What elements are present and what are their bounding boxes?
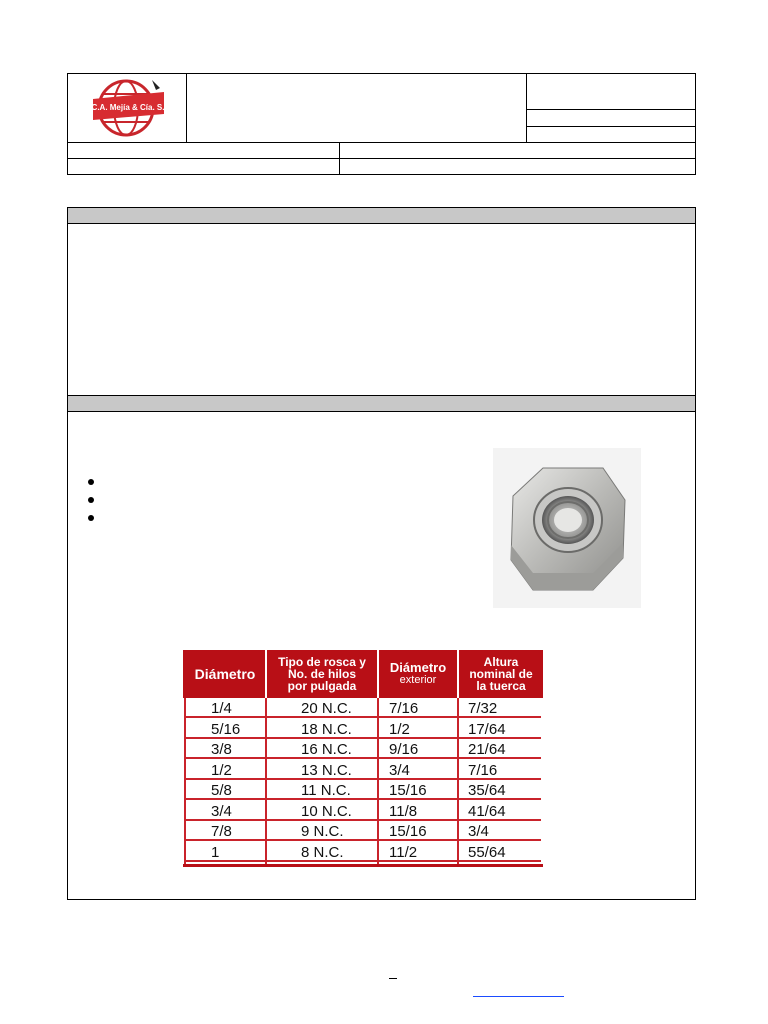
col-header-diameter: Diámetro	[194, 666, 256, 682]
table-cell: 18 N.C.	[301, 720, 352, 738]
table-cell: 1/2	[211, 761, 232, 779]
company-logo	[68, 74, 186, 142]
hex-nut-photo	[493, 448, 641, 608]
table-cell: 3/4	[389, 761, 410, 779]
table-cell: 15/16	[389, 782, 427, 799]
table-cell: 55/64	[468, 843, 506, 861]
table-row	[183, 719, 543, 739]
table-cell: 15/16	[389, 823, 427, 840]
section-description	[67, 207, 696, 397]
table-cell: 1	[211, 843, 220, 861]
table-cell: 9 N.C.	[301, 823, 344, 840]
table-cell: 1/4	[211, 700, 232, 717]
table-cell: 9/16	[389, 741, 419, 758]
table-cell: 11 N.C.	[301, 782, 351, 799]
footer-dash	[389, 978, 397, 979]
table-cell: 8 N.C.	[301, 843, 344, 861]
table-cell: 35/64	[468, 782, 506, 799]
table-row	[183, 821, 543, 841]
header-subrow-2	[67, 158, 696, 175]
footer-link-underline[interactable]	[473, 996, 564, 997]
table-row	[183, 801, 543, 821]
table-header	[183, 650, 543, 698]
section-specifications-bar	[68, 396, 695, 412]
table-cell: 13 N.C.	[301, 761, 352, 779]
table-cell: 3/8	[211, 741, 232, 758]
table-cell: 3/4	[211, 802, 232, 820]
table-cell: 5/8	[211, 782, 232, 799]
header-meta-cell	[526, 73, 696, 143]
dimensions-table	[183, 650, 543, 867]
table-cell: 1/2	[389, 720, 410, 738]
col-header-nut-height: Altura nominal de la tuerca	[469, 655, 533, 693]
table-cell: 21/64	[468, 741, 506, 758]
header-subrow-1	[67, 142, 696, 159]
col-header-outer-diameter: Diámetro exterior	[389, 660, 447, 686]
header-logo-cell	[67, 73, 187, 143]
table-cell: 7/32	[468, 700, 498, 717]
logo-text: C.A. Mejía & Cía. S.	[91, 103, 165, 112]
table-cell: 7/16	[389, 700, 419, 717]
col-header-thread: Tipo de rosca y No. de hilos por pulgada	[278, 655, 366, 693]
table-cell: 5/16	[211, 720, 241, 738]
table-row	[183, 842, 543, 862]
table-cell: 20 N.C.	[301, 700, 352, 717]
table-cell: 10 N.C.	[301, 802, 352, 820]
table-cell: 3/4	[468, 823, 489, 840]
table-cell: 7/16	[468, 761, 498, 779]
table-cell: 11/8	[389, 802, 418, 820]
table-row	[183, 760, 543, 780]
table-row	[183, 780, 543, 800]
table-cell: 41/64	[468, 802, 506, 820]
table-row	[183, 739, 543, 759]
section-description-bar	[68, 208, 695, 224]
table-cell: 16 N.C.	[301, 741, 352, 758]
table-cell: 11/2	[389, 843, 418, 861]
header-title-cell	[186, 73, 527, 143]
table-row	[183, 698, 543, 718]
table-cell: 17/64	[468, 720, 506, 738]
table-cell: 7/8	[211, 823, 232, 840]
